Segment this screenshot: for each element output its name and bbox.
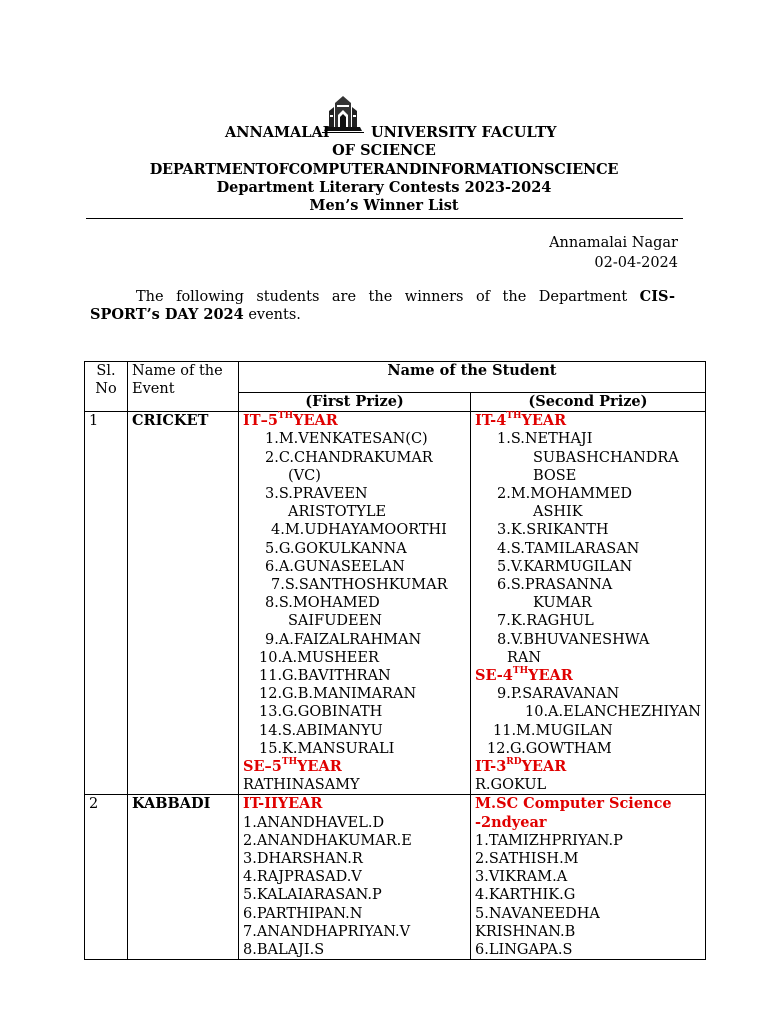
row-first-prize bbox=[239, 795, 471, 960]
row-first-prize bbox=[239, 412, 471, 795]
group-heading-sup: TH bbox=[277, 411, 294, 422]
header-second-prize: (Second Prize) bbox=[471, 393, 706, 412]
header-event-line1: Name of the bbox=[132, 363, 223, 379]
list-item: 14.S.ABIMANYU bbox=[259, 722, 383, 739]
faculty-title: OF SCIENCE bbox=[332, 142, 436, 159]
list-item: 6.A.GUNASEELAN bbox=[265, 558, 405, 575]
intro-text: The following students are the winners of the Department bbox=[136, 289, 628, 305]
list-item: 9.A.FAIZALRAHMAN bbox=[265, 631, 422, 648]
group-heading bbox=[475, 667, 701, 685]
group-heading-sup: TH bbox=[506, 411, 522, 422]
row-second-prize bbox=[471, 795, 706, 960]
list-item: ARISTOTYLE bbox=[288, 504, 387, 521]
list-item: KRISHNAN.B bbox=[475, 923, 576, 940]
row-slno: 1 bbox=[85, 412, 128, 795]
header-first-prize: (First Prize) bbox=[239, 393, 471, 412]
list-item: RATHINASAMY bbox=[243, 777, 360, 794]
list-item: 7.K.RAGHUL bbox=[497, 613, 594, 630]
list-item: 10.A.ELANCHEZHIYAN bbox=[525, 704, 701, 721]
row-event: CRICKET bbox=[128, 412, 239, 795]
list-item: 7.S.SANTHOSHKUMAR bbox=[271, 577, 448, 594]
group-heading-line2: -2ndyear bbox=[475, 813, 547, 831]
header-student: Name of the Student bbox=[239, 362, 706, 393]
list-item: 4.S.TAMILARASAN bbox=[497, 540, 640, 557]
group-heading bbox=[243, 412, 466, 430]
list-item: 2.ANANDHAKUMAR.E bbox=[243, 832, 412, 849]
list-item: 3.S.PRAVEEN bbox=[265, 486, 368, 503]
list-title: Men’s Winner List bbox=[309, 197, 459, 214]
group-heading-tail: YEAR bbox=[528, 667, 573, 685]
group-heading-sup: TH bbox=[281, 757, 298, 768]
department-title: DEPARTMENTOFCOMPUTERANDINFORMATIONSCIENCE bbox=[149, 161, 619, 178]
list-item: SAIFUDEEN bbox=[288, 613, 382, 630]
list-item: R.GOKUL bbox=[475, 777, 547, 794]
group-heading-sup: TH bbox=[512, 666, 529, 677]
list-item: 5.G.GOKULKANNA bbox=[265, 540, 407, 557]
list-item: 11.G.BAVITHRAN bbox=[259, 668, 391, 685]
table-header-row bbox=[85, 362, 706, 393]
group-heading-text: SE-4 bbox=[475, 667, 513, 685]
list-item: 1.M.VENKATESAN(C) bbox=[265, 431, 428, 448]
list-item: 13.G.GOBINATH bbox=[259, 704, 383, 721]
group-heading-tail: YEAR bbox=[293, 412, 338, 430]
list-item: 1.S.NETHAJI bbox=[497, 431, 593, 448]
header-slno-line1: Sl. bbox=[96, 363, 116, 379]
group-heading-text: IT–5 bbox=[243, 412, 278, 430]
group-heading-text: SE–5 bbox=[243, 758, 282, 776]
list-item: 3.VIKRAM.A bbox=[475, 869, 568, 886]
header-divider bbox=[86, 218, 683, 219]
group-heading bbox=[475, 412, 701, 430]
group-heading-text: IT-4 bbox=[475, 412, 507, 430]
list-item: 2.M.MOHAMMED bbox=[497, 486, 633, 503]
list-item: (VC) bbox=[288, 467, 321, 484]
group-heading: IT-IIYEAR bbox=[243, 795, 323, 813]
header-slno-line2: No bbox=[95, 381, 117, 398]
list-item: 3.K.SRIKANTH bbox=[497, 522, 609, 539]
list-item: 6.LINGAPA.S bbox=[475, 942, 573, 959]
list-item: 12.G.B.MANIMARAN bbox=[259, 686, 417, 703]
list-item: 4.RAJPRASAD.V bbox=[243, 869, 362, 886]
date: 02-04-2024 bbox=[594, 255, 678, 271]
group-heading-tail: YEAR bbox=[521, 412, 567, 430]
group-heading-text: IT-3 bbox=[475, 758, 507, 776]
university-name-left: ANNAMALAI bbox=[225, 124, 330, 141]
intro-bold-2: SPORT’s DAY 2024 bbox=[90, 306, 244, 323]
list-item: 6.S.PRASANNA bbox=[497, 577, 613, 594]
list-item: 15.K.MANSURALI bbox=[259, 740, 395, 757]
row-slno: 2 bbox=[85, 795, 128, 960]
list-item: 5.NAVANEEDHA bbox=[475, 905, 600, 922]
list-item: 12.G.GOWTHAM bbox=[487, 740, 612, 757]
list-item: 8.V.BHUVANESHWA bbox=[497, 631, 650, 648]
group-heading bbox=[243, 758, 466, 776]
list-item: 7.ANANDHAPRIYAN.V bbox=[243, 923, 411, 940]
university-name-right: UNIVERSITY FACULTY bbox=[371, 124, 557, 141]
list-item: 4.M.UDHAYAMOORTHI bbox=[271, 522, 447, 539]
list-item: ASHIK bbox=[533, 504, 583, 521]
list-item: 5.V.KARMUGILAN bbox=[497, 558, 633, 575]
list-item: 1.ANANDHAVEL.D bbox=[243, 814, 385, 831]
list-item: 2.SATHISH.M bbox=[475, 851, 579, 868]
list-item: 4.KARTHIK.G bbox=[475, 887, 576, 904]
list-item: 5.KALAIARASAN.P bbox=[243, 887, 382, 904]
list-item: 9.P.SARAVANAN bbox=[497, 686, 620, 703]
list-item: 8.S.MOHAMED bbox=[265, 595, 380, 612]
intro-tail: events. bbox=[248, 307, 301, 323]
header-event bbox=[128, 362, 239, 412]
list-item: SUBASHCHANDRA bbox=[533, 449, 679, 466]
place: Annamalai Nagar bbox=[549, 235, 678, 251]
list-item: 1.TAMIZHPRIYAN.P bbox=[475, 832, 623, 849]
intro-bold-1: CIS- bbox=[639, 288, 675, 305]
table-row bbox=[85, 795, 706, 960]
row-second-prize bbox=[471, 412, 706, 795]
group-heading-sup: RD bbox=[506, 757, 522, 768]
list-item: RAN bbox=[507, 649, 542, 666]
list-item: 2.C.CHANDRAKUMAR bbox=[265, 449, 433, 466]
list-item: BOSE bbox=[533, 467, 577, 484]
list-item: 11.M.MUGILAN bbox=[493, 722, 613, 739]
contest-title: Department Literary Contests 2023-2024 bbox=[216, 179, 552, 196]
header-event-line2: Event bbox=[132, 381, 175, 398]
list-item: KUMAR bbox=[533, 595, 592, 612]
row-event: KABBADI bbox=[128, 795, 239, 960]
group-heading-tail: YEAR bbox=[521, 758, 567, 776]
intro-paragraph bbox=[90, 288, 675, 324]
winners-table bbox=[84, 361, 706, 960]
group-heading bbox=[475, 758, 701, 776]
group-heading-tail: YEAR bbox=[297, 758, 342, 776]
group-heading: M.SC Computer Science bbox=[475, 795, 672, 813]
list-item: 6.PARTHIPAN.N bbox=[243, 905, 363, 922]
list-item: 10.A.MUSHEER bbox=[259, 649, 379, 666]
header-slno bbox=[85, 362, 128, 412]
list-item: 3.DHARSHAN.R bbox=[243, 851, 363, 868]
table-row bbox=[85, 412, 706, 795]
place-date-block bbox=[549, 233, 678, 273]
list-item: 8.BALAJI.S bbox=[243, 942, 325, 959]
